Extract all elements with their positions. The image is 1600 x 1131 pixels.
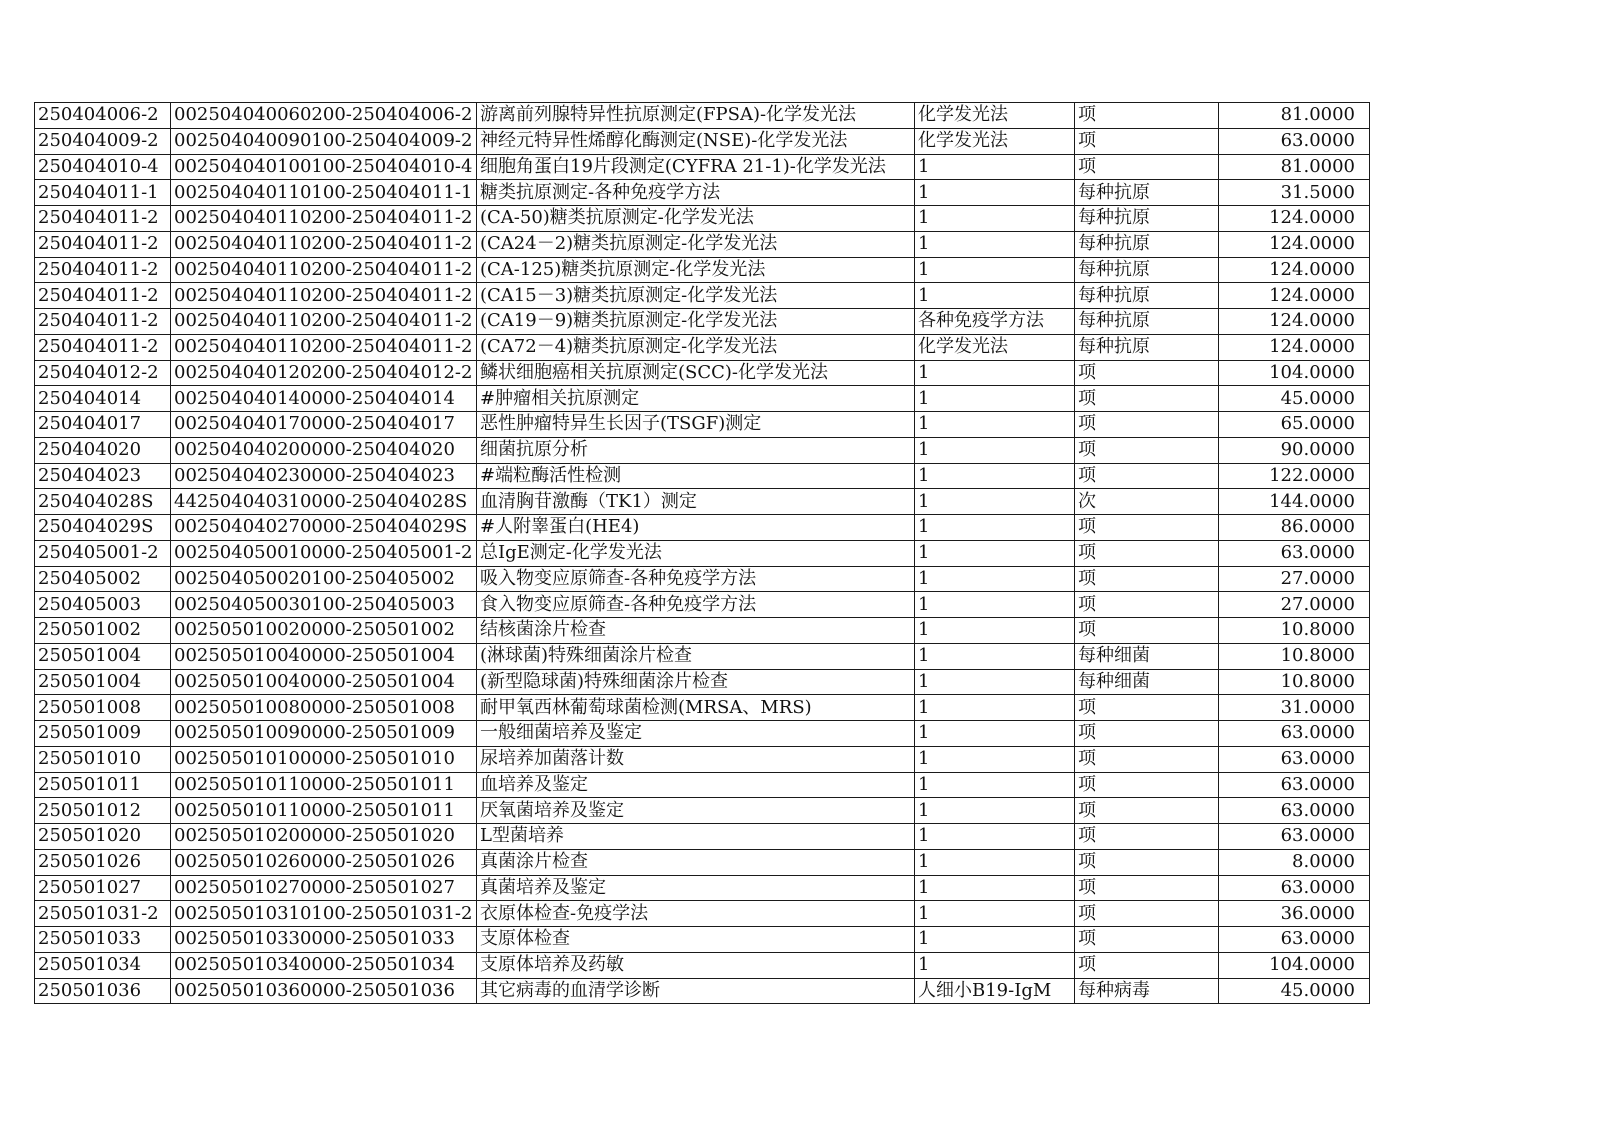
cell-method: 1 bbox=[915, 540, 1075, 566]
cell-price: 124.0000 bbox=[1219, 334, 1370, 360]
cell-method: 人细小B19-IgM bbox=[915, 978, 1075, 1004]
table-row bbox=[35, 257, 1370, 283]
cell-unit: 项 bbox=[1075, 824, 1219, 850]
price-table bbox=[34, 102, 1370, 1004]
cell-item-name: (CA-50)糖类抗原测定-化学发光法 bbox=[477, 206, 915, 232]
cell-unit: 每种抗原 bbox=[1075, 206, 1219, 232]
cell-full-code: 002504040140000-250404014 bbox=[171, 386, 477, 412]
cell-full-code: 002504040230000-250404023 bbox=[171, 463, 477, 489]
cell-item-name: (CA19－9)糖类抗原测定-化学发光法 bbox=[477, 309, 915, 335]
table-row bbox=[35, 566, 1370, 592]
cell-price: 104.0000 bbox=[1219, 952, 1370, 978]
table-row bbox=[35, 231, 1370, 257]
cell-item-name: 真菌培养及鉴定 bbox=[477, 875, 915, 901]
cell-item-name: (CA-125)糖类抗原测定-化学发光法 bbox=[477, 257, 915, 283]
cell-price: 63.0000 bbox=[1219, 824, 1370, 850]
cell-unit: 次 bbox=[1075, 489, 1219, 515]
cell-price: 31.0000 bbox=[1219, 695, 1370, 721]
cell-item-name: 细菌抗原分析 bbox=[477, 437, 915, 463]
cell-item-code: 250405003 bbox=[35, 592, 171, 618]
cell-unit: 项 bbox=[1075, 695, 1219, 721]
cell-full-code: 002504040170000-250404017 bbox=[171, 412, 477, 438]
cell-item-name: 耐甲氧西林葡萄球菌检测(MRSA、MRS) bbox=[477, 695, 915, 721]
cell-price: 144.0000 bbox=[1219, 489, 1370, 515]
cell-item-name: L型菌培养 bbox=[477, 824, 915, 850]
cell-full-code: 002505010360000-250501036 bbox=[171, 978, 477, 1004]
cell-item-name: (CA15－3)糖类抗原测定-化学发光法 bbox=[477, 283, 915, 309]
cell-item-code: 250404028S bbox=[35, 489, 171, 515]
cell-unit: 项 bbox=[1075, 875, 1219, 901]
cell-unit: 项 bbox=[1075, 901, 1219, 927]
cell-item-code: 250501034 bbox=[35, 952, 171, 978]
cell-method: 1 bbox=[915, 824, 1075, 850]
cell-item-name: 吸入物变应原筛查-各种免疫学方法 bbox=[477, 566, 915, 592]
cell-method: 1 bbox=[915, 695, 1075, 721]
table-row bbox=[35, 618, 1370, 644]
cell-full-code: 002504040120200-250404012-2 bbox=[171, 360, 477, 386]
cell-item-code: 250501002 bbox=[35, 618, 171, 644]
cell-method: 1 bbox=[915, 231, 1075, 257]
cell-price: 63.0000 bbox=[1219, 875, 1370, 901]
cell-unit: 项 bbox=[1075, 952, 1219, 978]
cell-item-code: 250501009 bbox=[35, 721, 171, 747]
cell-item-name: 衣原体检查-免疫学法 bbox=[477, 901, 915, 927]
cell-full-code: 002505010020000-250501002 bbox=[171, 618, 477, 644]
cell-item-name: 食入物变应原筛查-各种免疫学方法 bbox=[477, 592, 915, 618]
cell-item-name: (CA24－2)糖类抗原测定-化学发光法 bbox=[477, 231, 915, 257]
cell-unit: 项 bbox=[1075, 412, 1219, 438]
table-row bbox=[35, 643, 1370, 669]
table-row bbox=[35, 154, 1370, 180]
table-row bbox=[35, 128, 1370, 154]
table-row bbox=[35, 849, 1370, 875]
cell-method: 1 bbox=[915, 386, 1075, 412]
cell-price: 10.8000 bbox=[1219, 669, 1370, 695]
cell-item-code: 250404011-1 bbox=[35, 180, 171, 206]
cell-unit: 项 bbox=[1075, 128, 1219, 154]
table-row bbox=[35, 386, 1370, 412]
cell-item-name: 细胞角蛋白19片段测定(CYFRA 21-1)-化学发光法 bbox=[477, 154, 915, 180]
cell-price: 63.0000 bbox=[1219, 128, 1370, 154]
cell-full-code: 002505010110000-250501011 bbox=[171, 772, 477, 798]
cell-price: 124.0000 bbox=[1219, 283, 1370, 309]
table-row bbox=[35, 489, 1370, 515]
cell-item-name: 其它病毒的血清学诊断 bbox=[477, 978, 915, 1004]
cell-item-name: 神经元特异性烯醇化酶测定(NSE)-化学发光法 bbox=[477, 128, 915, 154]
table-row bbox=[35, 334, 1370, 360]
cell-unit: 每种病毒 bbox=[1075, 978, 1219, 1004]
table-row bbox=[35, 283, 1370, 309]
cell-unit: 每种抗原 bbox=[1075, 309, 1219, 335]
cell-full-code: 002505010340000-250501034 bbox=[171, 952, 477, 978]
cell-full-code: 002504050020100-250405002 bbox=[171, 566, 477, 592]
cell-unit: 项 bbox=[1075, 566, 1219, 592]
table-row bbox=[35, 927, 1370, 953]
cell-full-code: 002504050030100-250405003 bbox=[171, 592, 477, 618]
cell-item-code: 250404010-4 bbox=[35, 154, 171, 180]
cell-price: 81.0000 bbox=[1219, 103, 1370, 129]
cell-item-name: 厌氧菌培养及鉴定 bbox=[477, 798, 915, 824]
cell-method: 1 bbox=[915, 772, 1075, 798]
cell-full-code: 002504040090100-250404009-2 bbox=[171, 128, 477, 154]
cell-price: 90.0000 bbox=[1219, 437, 1370, 463]
cell-item-code: 250404023 bbox=[35, 463, 171, 489]
cell-item-code: 250404011-2 bbox=[35, 231, 171, 257]
cell-item-name: #人附睾蛋白(HE4) bbox=[477, 515, 915, 541]
cell-unit: 项 bbox=[1075, 927, 1219, 953]
cell-item-code: 250404011-2 bbox=[35, 206, 171, 232]
cell-full-code: 002504040110200-250404011-2 bbox=[171, 283, 477, 309]
cell-method: 化学发光法 bbox=[915, 334, 1075, 360]
cell-unit: 每种细菌 bbox=[1075, 669, 1219, 695]
cell-item-name: 游离前列腺特异性抗原测定(FPSA)-化学发光法 bbox=[477, 103, 915, 129]
cell-unit: 每种抗原 bbox=[1075, 231, 1219, 257]
cell-item-code: 250501012 bbox=[35, 798, 171, 824]
cell-full-code: 002505010040000-250501004 bbox=[171, 643, 477, 669]
table-row bbox=[35, 721, 1370, 747]
cell-item-code: 250404012-2 bbox=[35, 360, 171, 386]
cell-item-code: 250404017 bbox=[35, 412, 171, 438]
cell-price: 63.0000 bbox=[1219, 772, 1370, 798]
cell-unit: 项 bbox=[1075, 386, 1219, 412]
cell-method: 1 bbox=[915, 721, 1075, 747]
cell-item-name: 血清胸苷激酶（TK1）测定 bbox=[477, 489, 915, 515]
cell-method: 1 bbox=[915, 180, 1075, 206]
cell-full-code: 002505010040000-250501004 bbox=[171, 669, 477, 695]
table-row bbox=[35, 180, 1370, 206]
cell-unit: 项 bbox=[1075, 746, 1219, 772]
cell-method: 1 bbox=[915, 463, 1075, 489]
cell-price: 65.0000 bbox=[1219, 412, 1370, 438]
cell-price: 124.0000 bbox=[1219, 257, 1370, 283]
cell-item-name: 总IgE测定-化学发光法 bbox=[477, 540, 915, 566]
cell-full-code: 002505010310100-250501031-2 bbox=[171, 901, 477, 927]
cell-price: 31.5000 bbox=[1219, 180, 1370, 206]
cell-full-code: 002504040200000-250404020 bbox=[171, 437, 477, 463]
cell-price: 86.0000 bbox=[1219, 515, 1370, 541]
cell-full-code: 002504040100100-250404010-4 bbox=[171, 154, 477, 180]
cell-item-code: 250405002 bbox=[35, 566, 171, 592]
table-row bbox=[35, 206, 1370, 232]
cell-method: 1 bbox=[915, 257, 1075, 283]
cell-item-name: (淋球菌)特殊细菌涂片检查 bbox=[477, 643, 915, 669]
cell-unit: 项 bbox=[1075, 360, 1219, 386]
cell-item-name: #肿瘤相关抗原测定 bbox=[477, 386, 915, 412]
cell-unit: 项 bbox=[1075, 772, 1219, 798]
cell-unit: 每种抗原 bbox=[1075, 283, 1219, 309]
cell-price: 63.0000 bbox=[1219, 746, 1370, 772]
cell-unit: 每种抗原 bbox=[1075, 334, 1219, 360]
cell-item-code: 250404011-2 bbox=[35, 334, 171, 360]
cell-method: 1 bbox=[915, 669, 1075, 695]
cell-full-code: 002505010090000-250501009 bbox=[171, 721, 477, 747]
cell-item-code: 250404009-2 bbox=[35, 128, 171, 154]
cell-item-code: 250404011-2 bbox=[35, 309, 171, 335]
cell-unit: 项 bbox=[1075, 515, 1219, 541]
cell-method: 1 bbox=[915, 798, 1075, 824]
cell-item-name: 鳞状细胞癌相关抗原测定(SCC)-化学发光法 bbox=[477, 360, 915, 386]
cell-full-code: 002505010080000-250501008 bbox=[171, 695, 477, 721]
table-row bbox=[35, 824, 1370, 850]
cell-item-name: 一般细菌培养及鉴定 bbox=[477, 721, 915, 747]
cell-full-code: 002504050010000-250405001-2 bbox=[171, 540, 477, 566]
cell-price: 63.0000 bbox=[1219, 721, 1370, 747]
cell-method: 各种免疫学方法 bbox=[915, 309, 1075, 335]
table-row bbox=[35, 515, 1370, 541]
cell-unit: 项 bbox=[1075, 618, 1219, 644]
table-row bbox=[35, 798, 1370, 824]
cell-price: 124.0000 bbox=[1219, 309, 1370, 335]
cell-full-code: 002505010110000-250501011 bbox=[171, 798, 477, 824]
table-row bbox=[35, 695, 1370, 721]
table-row bbox=[35, 592, 1370, 618]
table-row bbox=[35, 772, 1370, 798]
cell-item-name: 血培养及鉴定 bbox=[477, 772, 915, 798]
cell-item-code: 250501036 bbox=[35, 978, 171, 1004]
cell-method: 1 bbox=[915, 412, 1075, 438]
cell-method: 1 bbox=[915, 515, 1075, 541]
cell-price: 27.0000 bbox=[1219, 566, 1370, 592]
cell-item-code: 250404029S bbox=[35, 515, 171, 541]
cell-item-code: 250501008 bbox=[35, 695, 171, 721]
cell-full-code: 442504040310000-250404028S bbox=[171, 489, 477, 515]
cell-unit: 每种抗原 bbox=[1075, 180, 1219, 206]
cell-full-code: 002504040110200-250404011-2 bbox=[171, 309, 477, 335]
table-row bbox=[35, 746, 1370, 772]
table-row bbox=[35, 952, 1370, 978]
cell-full-code: 002504040270000-250404029S bbox=[171, 515, 477, 541]
cell-price: 8.0000 bbox=[1219, 849, 1370, 875]
cell-item-code: 250501026 bbox=[35, 849, 171, 875]
cell-item-name: 支原体检查 bbox=[477, 927, 915, 953]
table-row bbox=[35, 978, 1370, 1004]
cell-price: 122.0000 bbox=[1219, 463, 1370, 489]
cell-item-name: 支原体培养及药敏 bbox=[477, 952, 915, 978]
cell-item-code: 250501004 bbox=[35, 669, 171, 695]
cell-price: 124.0000 bbox=[1219, 206, 1370, 232]
cell-price: 10.8000 bbox=[1219, 643, 1370, 669]
cell-item-code: 250404020 bbox=[35, 437, 171, 463]
table-row bbox=[35, 669, 1370, 695]
cell-method: 1 bbox=[915, 154, 1075, 180]
cell-full-code: 002504040110200-250404011-2 bbox=[171, 206, 477, 232]
cell-price: 36.0000 bbox=[1219, 901, 1370, 927]
table-row bbox=[35, 540, 1370, 566]
cell-unit: 项 bbox=[1075, 540, 1219, 566]
cell-unit: 项 bbox=[1075, 154, 1219, 180]
cell-price: 27.0000 bbox=[1219, 592, 1370, 618]
cell-method: 1 bbox=[915, 592, 1075, 618]
cell-method: 1 bbox=[915, 952, 1075, 978]
cell-full-code: 002504040110200-250404011-2 bbox=[171, 334, 477, 360]
cell-item-code: 250501033 bbox=[35, 927, 171, 953]
cell-item-code: 250405001-2 bbox=[35, 540, 171, 566]
cell-unit: 项 bbox=[1075, 437, 1219, 463]
cell-unit: 项 bbox=[1075, 849, 1219, 875]
cell-method: 1 bbox=[915, 618, 1075, 644]
cell-item-code: 250501010 bbox=[35, 746, 171, 772]
cell-method: 化学发光法 bbox=[915, 128, 1075, 154]
cell-item-name: 恶性肿瘤特异生长因子(TSGF)测定 bbox=[477, 412, 915, 438]
cell-price: 63.0000 bbox=[1219, 927, 1370, 953]
cell-method: 1 bbox=[915, 566, 1075, 592]
cell-item-name: 真菌涂片检查 bbox=[477, 849, 915, 875]
cell-item-code: 250501020 bbox=[35, 824, 171, 850]
cell-item-name: 糖类抗原测定-各种免疫学方法 bbox=[477, 180, 915, 206]
cell-item-name: 结核菌涂片检查 bbox=[477, 618, 915, 644]
cell-price: 63.0000 bbox=[1219, 540, 1370, 566]
cell-full-code: 002505010270000-250501027 bbox=[171, 875, 477, 901]
cell-full-code: 002504040060200-250404006-2 bbox=[171, 103, 477, 129]
cell-price: 45.0000 bbox=[1219, 386, 1370, 412]
table-row bbox=[35, 463, 1370, 489]
table-row bbox=[35, 901, 1370, 927]
cell-item-name: #端粒酶活性检测 bbox=[477, 463, 915, 489]
cell-price: 104.0000 bbox=[1219, 360, 1370, 386]
cell-unit: 项 bbox=[1075, 103, 1219, 129]
cell-price: 81.0000 bbox=[1219, 154, 1370, 180]
cell-item-name: (CA72－4)糖类抗原测定-化学发光法 bbox=[477, 334, 915, 360]
cell-item-name: 尿培养加菌落计数 bbox=[477, 746, 915, 772]
cell-method: 1 bbox=[915, 643, 1075, 669]
cell-method: 1 bbox=[915, 849, 1075, 875]
cell-method: 1 bbox=[915, 360, 1075, 386]
cell-unit: 项 bbox=[1075, 798, 1219, 824]
cell-price: 124.0000 bbox=[1219, 231, 1370, 257]
cell-price: 10.8000 bbox=[1219, 618, 1370, 644]
cell-unit: 项 bbox=[1075, 592, 1219, 618]
table-row bbox=[35, 875, 1370, 901]
cell-method: 1 bbox=[915, 875, 1075, 901]
cell-full-code: 002504040110200-250404011-2 bbox=[171, 231, 477, 257]
cell-item-code: 250501004 bbox=[35, 643, 171, 669]
cell-unit: 项 bbox=[1075, 721, 1219, 747]
price-table-body bbox=[35, 103, 1370, 1004]
table-row bbox=[35, 309, 1370, 335]
cell-full-code: 002504040110100-250404011-1 bbox=[171, 180, 477, 206]
cell-item-code: 250404006-2 bbox=[35, 103, 171, 129]
cell-method: 化学发光法 bbox=[915, 103, 1075, 129]
cell-item-code: 250501027 bbox=[35, 875, 171, 901]
cell-item-code: 250404014 bbox=[35, 386, 171, 412]
cell-price: 63.0000 bbox=[1219, 798, 1370, 824]
cell-item-name: (新型隐球菌)特殊细菌涂片检查 bbox=[477, 669, 915, 695]
cell-method: 1 bbox=[915, 206, 1075, 232]
table-row bbox=[35, 360, 1370, 386]
table-row bbox=[35, 412, 1370, 438]
cell-unit: 项 bbox=[1075, 463, 1219, 489]
cell-unit: 每种细菌 bbox=[1075, 643, 1219, 669]
cell-price: 45.0000 bbox=[1219, 978, 1370, 1004]
cell-full-code: 002505010200000-250501020 bbox=[171, 824, 477, 850]
cell-method: 1 bbox=[915, 283, 1075, 309]
cell-method: 1 bbox=[915, 927, 1075, 953]
cell-method: 1 bbox=[915, 489, 1075, 515]
cell-method: 1 bbox=[915, 437, 1075, 463]
cell-item-code: 250501011 bbox=[35, 772, 171, 798]
cell-item-code: 250404011-2 bbox=[35, 257, 171, 283]
cell-full-code: 002505010330000-250501033 bbox=[171, 927, 477, 953]
cell-method: 1 bbox=[915, 746, 1075, 772]
table-row bbox=[35, 103, 1370, 129]
cell-full-code: 002504040110200-250404011-2 bbox=[171, 257, 477, 283]
cell-item-code: 250501031-2 bbox=[35, 901, 171, 927]
cell-method: 1 bbox=[915, 901, 1075, 927]
cell-unit: 每种抗原 bbox=[1075, 257, 1219, 283]
cell-full-code: 002505010260000-250501026 bbox=[171, 849, 477, 875]
cell-item-code: 250404011-2 bbox=[35, 283, 171, 309]
cell-full-code: 002505010100000-250501010 bbox=[171, 746, 477, 772]
table-row bbox=[35, 437, 1370, 463]
